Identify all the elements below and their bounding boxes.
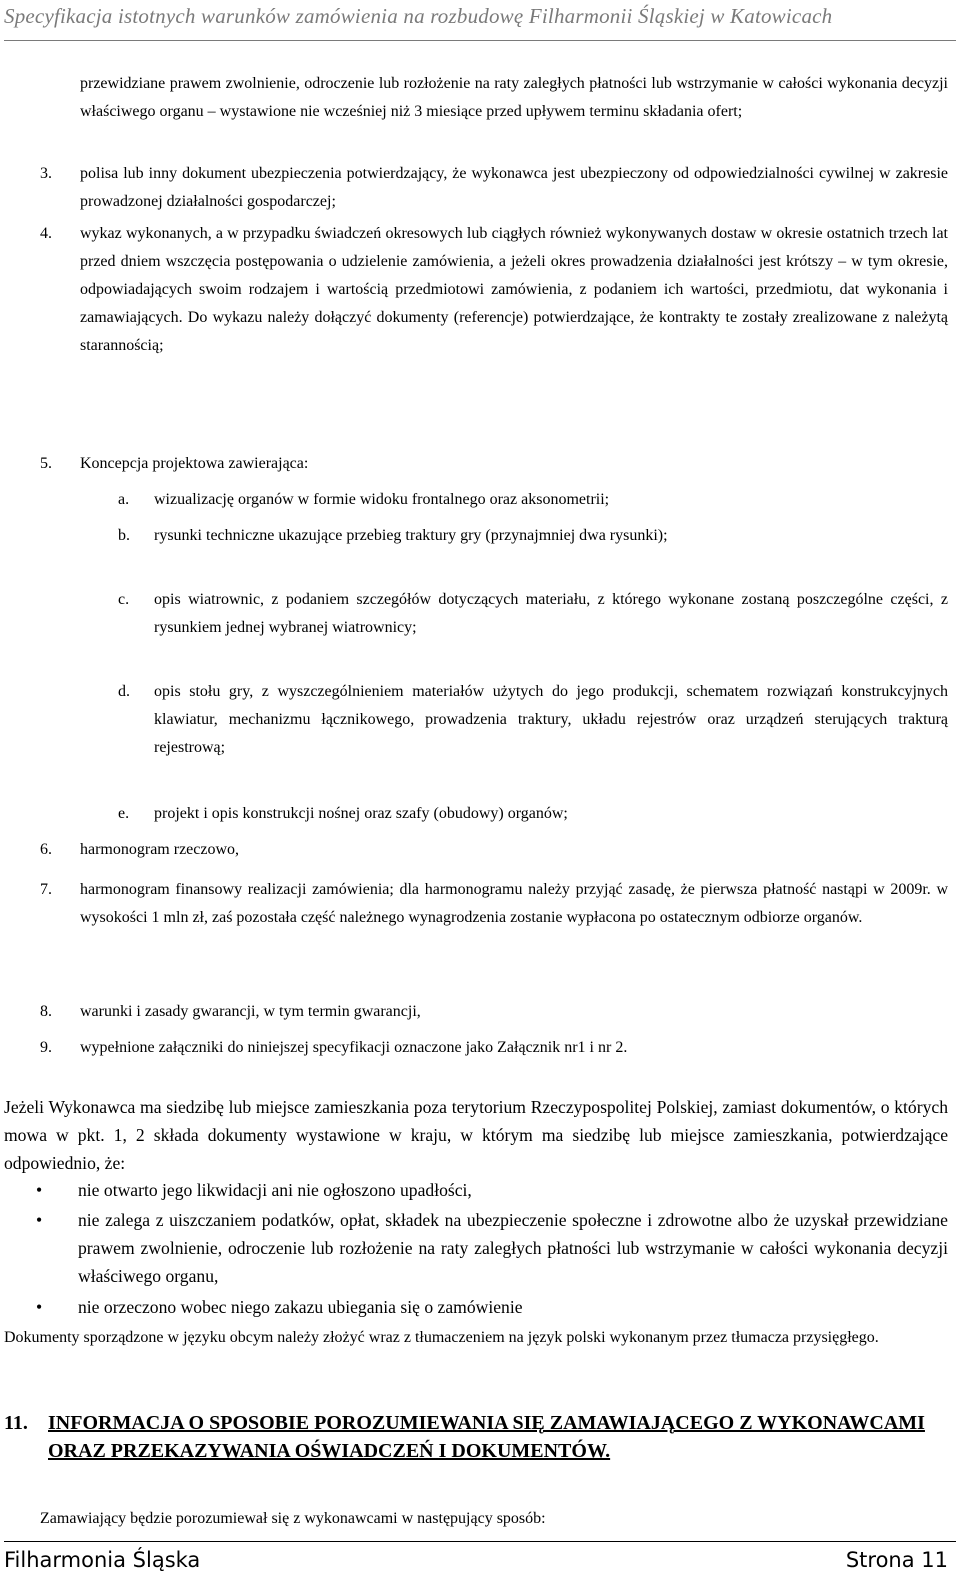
sub-item-text: projekt i opis konstrukcji nośnej oraz szafy (obudowy) organów; — [154, 805, 568, 822]
foreign-contractor-paragraph: Jeżeli Wykonawca ma siedzibę lub miejsce zamieszkania poza terytorium Rzeczypospolitej Polskiej, zamiast dokumentów, o których mowa w pkt. 1, 2 składa dokumenty wystawione w kraju, w którym ma siedzibę lub miejsce zamieszkania, potwierdzające odpowiednio, że: — [4, 1097, 948, 1173]
list-item-9 — [40, 1034, 948, 1062]
sub-item-letter: e. — [118, 805, 130, 822]
list-item-number: 4. — [40, 225, 52, 242]
bullet-item — [36, 1206, 948, 1290]
sub-item-letter: d. — [118, 683, 130, 700]
sub-item-text: opis wiatrownic, z podaniem szczegółów dotyczących materiału, z którego wykonane zostaną poszczególne części, z rysunkiem jednej wybranej wiatrownicy; — [154, 591, 948, 636]
bullet-icon: • — [36, 1210, 43, 1230]
section-title: INFORMACJA O SPOSOBIE POROZUMIEWANIA SIĘ ZAMAWIAJĄCEGO Z WYKONAWCAMI ORAZ PRZEKAZYWANIA OŚWIADCZEŃ I DOKUMENTÓW. — [48, 1412, 925, 1462]
bullet-icon: • — [36, 1297, 43, 1317]
footer-organization: Filharmonia Śląska — [4, 1548, 201, 1572]
list-item-text: wykaz wykonanych, a w przypadku świadczeń okresowych lub ciągłych również wykonywanych dostaw w okresie ostatnich trzech lat przed dniem wszczęcia postępowania o udzielenie zamówienia, a jeżeli okres prowadzenia działalności jest krótszy – w tym okresie, odpowiadających swoim rodzajem i wartością przedmiotowi zamówienia, z podaniem ich wartości, przedmiotu, dat wykonania i zamawiających. Do wykazu należy dołączyć dokumenty (referencje) potwierdzające, że kontrakty te zostały zrealizowane z należytą starannością; — [80, 225, 948, 354]
bullet-text: nie zalega z uiszczaniem podatków, opłat, składek na ubezpieczenie społeczne i zdrowotne albo że uzyskał przewidziane prawem zwolnienie, odroczenie lub rozłożenie na raty zaległych płatności lub wstrzymanie w całości wykonania decyzji właściwego organu, — [78, 1210, 948, 1286]
list-item-text: Koncepcja projektowa zawierająca: — [80, 455, 309, 472]
sub-item-text: wizualizację organów w formie widoku frontalnego oraz aksonometrii; — [154, 491, 610, 508]
list-item-text: warunki i zasady gwarancji, w tym termin gwarancji, — [80, 1003, 421, 1020]
sub-item-letter: a. — [118, 491, 130, 508]
bullet-text: nie otwarto jego likwidacji ani nie ogłoszono upadłości, — [78, 1180, 472, 1200]
sub-item-a — [118, 486, 948, 514]
bullet-text: nie orzeczono wobec niego zakazu ubiegania się o zamówienie — [78, 1297, 523, 1317]
page-number: Strona 11 — [845, 1548, 948, 1572]
list-item-3 — [40, 160, 948, 216]
list-item-text: harmonogram finansowy realizacji zamówienia; dla harmonogramu należy przyjąć zasadę, że pierwsza płatność nastąpi w 2009r. w wysokości 1 mln zł, zaś pozostała część należnego wynagrodzenia zostanie wypłacona po ostatecznym odbiorze organów. — [80, 881, 948, 926]
list-item-6 — [40, 836, 948, 864]
closing-paragraph: Zamawiający będzie porozumiewał się z wykonawcami w następujący sposób: — [40, 1510, 546, 1527]
list-item-7 — [40, 876, 948, 932]
list-item-number: 9. — [40, 1039, 52, 1056]
bullet-item — [36, 1176, 948, 1204]
list-item-number: 3. — [40, 165, 52, 182]
list-item-4 — [40, 220, 948, 360]
translation-paragraph: Dokumenty sporządzone w języku obcym należy złożyć wraz z tłumaczeniem na język polski wykonanym przez tłumacza przysięgłego. — [4, 1329, 879, 1346]
bullet-item — [36, 1293, 948, 1321]
list-item-text: wypełnione załączniki do niniejszej specyfikacji oznaczone jako Załącznik nr1 i nr 2. — [80, 1039, 628, 1056]
sub-item-letter: b. — [118, 527, 130, 544]
list-item-number: 7. — [40, 881, 52, 898]
list-item-8 — [40, 998, 948, 1026]
list-item-number: 5. — [40, 455, 52, 472]
list-item-number: 8. — [40, 1003, 52, 1020]
list-item-number: 6. — [40, 841, 52, 858]
list-item-text: harmonogram rzeczowo, — [80, 841, 240, 858]
footer-divider — [4, 1541, 956, 1542]
continuation-text: przewidziane prawem zwolnienie, odroczenie lub rozłożenie na raty zaległych płatności lub wstrzymanie w całości wykonania decyzji właściwego organu – wystawione nie wcześniej niż 3 miesiące przed upływem terminu składania ofert; — [80, 75, 948, 120]
list-item-text: polisa lub inny dokument ubezpieczenia potwierdzający, że wykonawca jest ubezpieczony od odpowiedzialności cywilnej w zakresie prowadzonej działalności gospodarczej; — [80, 165, 948, 210]
sub-item-letter: c. — [118, 591, 130, 608]
sub-item-text: rysunki techniczne ukazujące przebieg traktury gry (przynajmniej dwa rysunki); — [154, 527, 668, 544]
bullet-icon: • — [36, 1180, 43, 1200]
sub-item-e — [118, 800, 948, 828]
sub-item-b — [118, 522, 948, 550]
sub-item-text: opis stołu gry, z wyszczególnieniem materiałów użytych do jego produkcji, schematem rozwiązań konstrukcyjnych klawiatur, mechanizmu łącznikowego, prowadzenia traktury, układu rejestrów oraz urządzeń sterujących trakturą rejestrową; — [154, 683, 948, 756]
list-item-5 — [40, 450, 948, 478]
sub-item-d — [118, 678, 948, 762]
section-heading — [4, 1409, 948, 1465]
section-number: 11. — [4, 1412, 28, 1434]
sub-item-c — [118, 586, 948, 642]
header-divider — [4, 40, 956, 41]
page-header: Specyfikacja istotnych warunków zamówienia na rozbudowę Filharmonii Śląskiej w Katowicach — [4, 4, 833, 28]
